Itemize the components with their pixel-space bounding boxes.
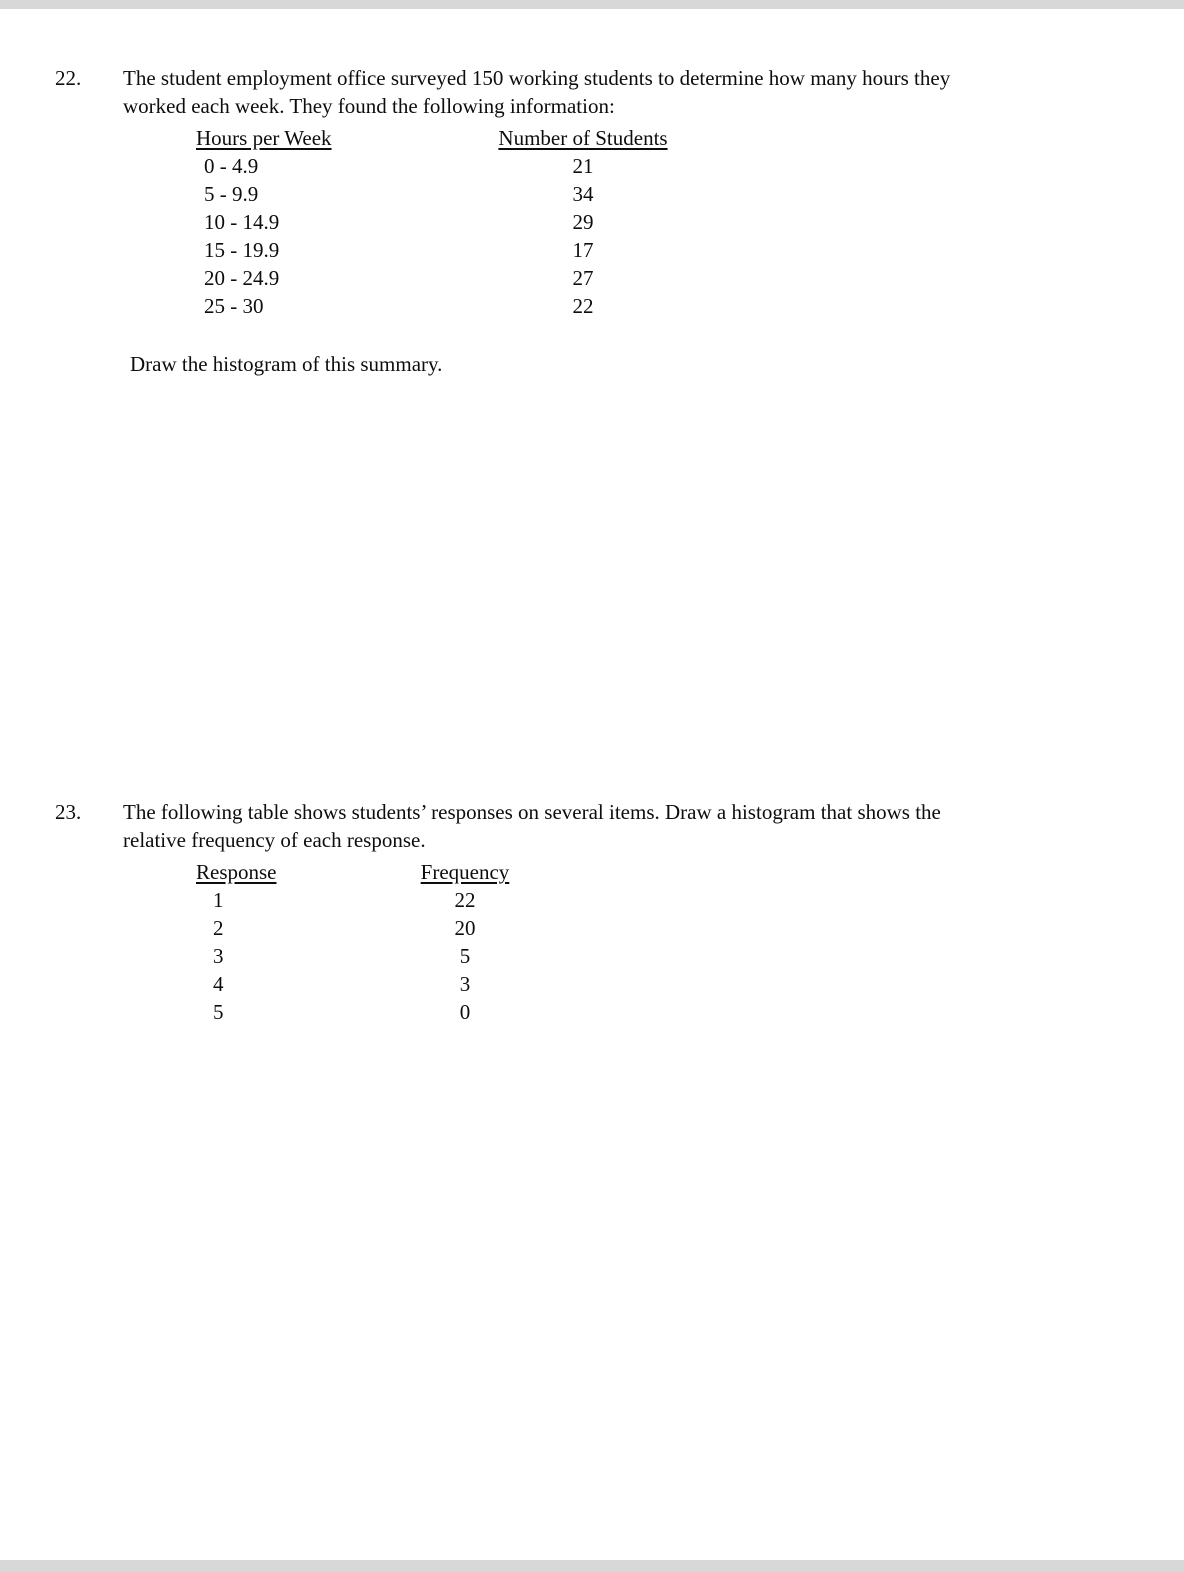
table-cell-students: 22	[572, 294, 594, 318]
table-cell-frequency: 3	[459, 972, 471, 996]
table-cell-hours: 20 - 24.9	[204, 266, 280, 290]
column-header-response: Response	[196, 860, 277, 884]
column-header-frequency: Frequency	[420, 860, 510, 884]
table-row	[196, 180, 1184, 208]
question-text-line: relative frequency of each response.	[123, 828, 426, 852]
question-number-23: 23.	[55, 800, 82, 824]
bottom-edge-bar	[0, 1560, 1184, 1572]
table-cell-hours: 5 - 9.9	[204, 182, 259, 206]
table-row	[196, 942, 1184, 970]
table-cell-students: 21	[572, 154, 594, 178]
table-row	[196, 236, 1184, 264]
table-cell-students: 29	[572, 210, 594, 234]
data-table-hours	[196, 124, 1184, 320]
data-table-responses	[196, 858, 1184, 1026]
table-cell-students: 27	[572, 266, 594, 290]
table-cell-frequency: 0	[459, 1000, 471, 1024]
table-cell-hours: 25 - 30	[204, 294, 264, 318]
problem-23	[0, 798, 1184, 1026]
table-cell-students: 17	[572, 238, 594, 262]
table-cell-hours: 10 - 14.9	[204, 210, 280, 234]
instruction-text: Draw the histogram of this summary.	[130, 352, 443, 376]
table-cell-response: 1	[213, 888, 224, 912]
table-cell-frequency: 5	[459, 944, 471, 968]
question-text-line: The following table shows students’ responses on several items. Draw a histogram that shows the	[123, 800, 941, 824]
table-row	[196, 208, 1184, 236]
question-text-line: The student employment office surveyed 150 working students to determine how many hours they	[123, 66, 951, 90]
table-cell-response: 3	[213, 944, 224, 968]
top-edge-bar	[0, 0, 1184, 9]
question-body-22	[123, 64, 1124, 120]
table-row	[196, 970, 1184, 998]
table-row	[196, 886, 1184, 914]
column-header-students: Number of Students	[498, 126, 668, 150]
table-row	[196, 998, 1184, 1026]
table-cell-students: 34	[572, 182, 594, 206]
table-header-row	[196, 124, 1184, 152]
table-cell-response: 2	[213, 916, 224, 940]
table-cell-frequency: 20	[454, 916, 476, 940]
table-cell-hours: 0 - 4.9	[204, 154, 259, 178]
table-row	[196, 914, 1184, 942]
column-header-hours: Hours per Week	[196, 126, 332, 150]
table-header-row	[196, 858, 1184, 886]
question-number-22: 22.	[55, 66, 82, 90]
table-row	[196, 292, 1184, 320]
table-cell-response: 5	[213, 1000, 224, 1024]
question-text-line: worked each week. They found the following information:	[123, 94, 615, 118]
table-cell-hours: 15 - 19.9	[204, 238, 280, 262]
question-body-23	[123, 798, 1124, 854]
problem-22	[0, 64, 1184, 378]
table-row	[196, 264, 1184, 292]
table-row	[196, 152, 1184, 180]
table-cell-response: 4	[213, 972, 224, 996]
table-cell-frequency: 22	[454, 888, 476, 912]
